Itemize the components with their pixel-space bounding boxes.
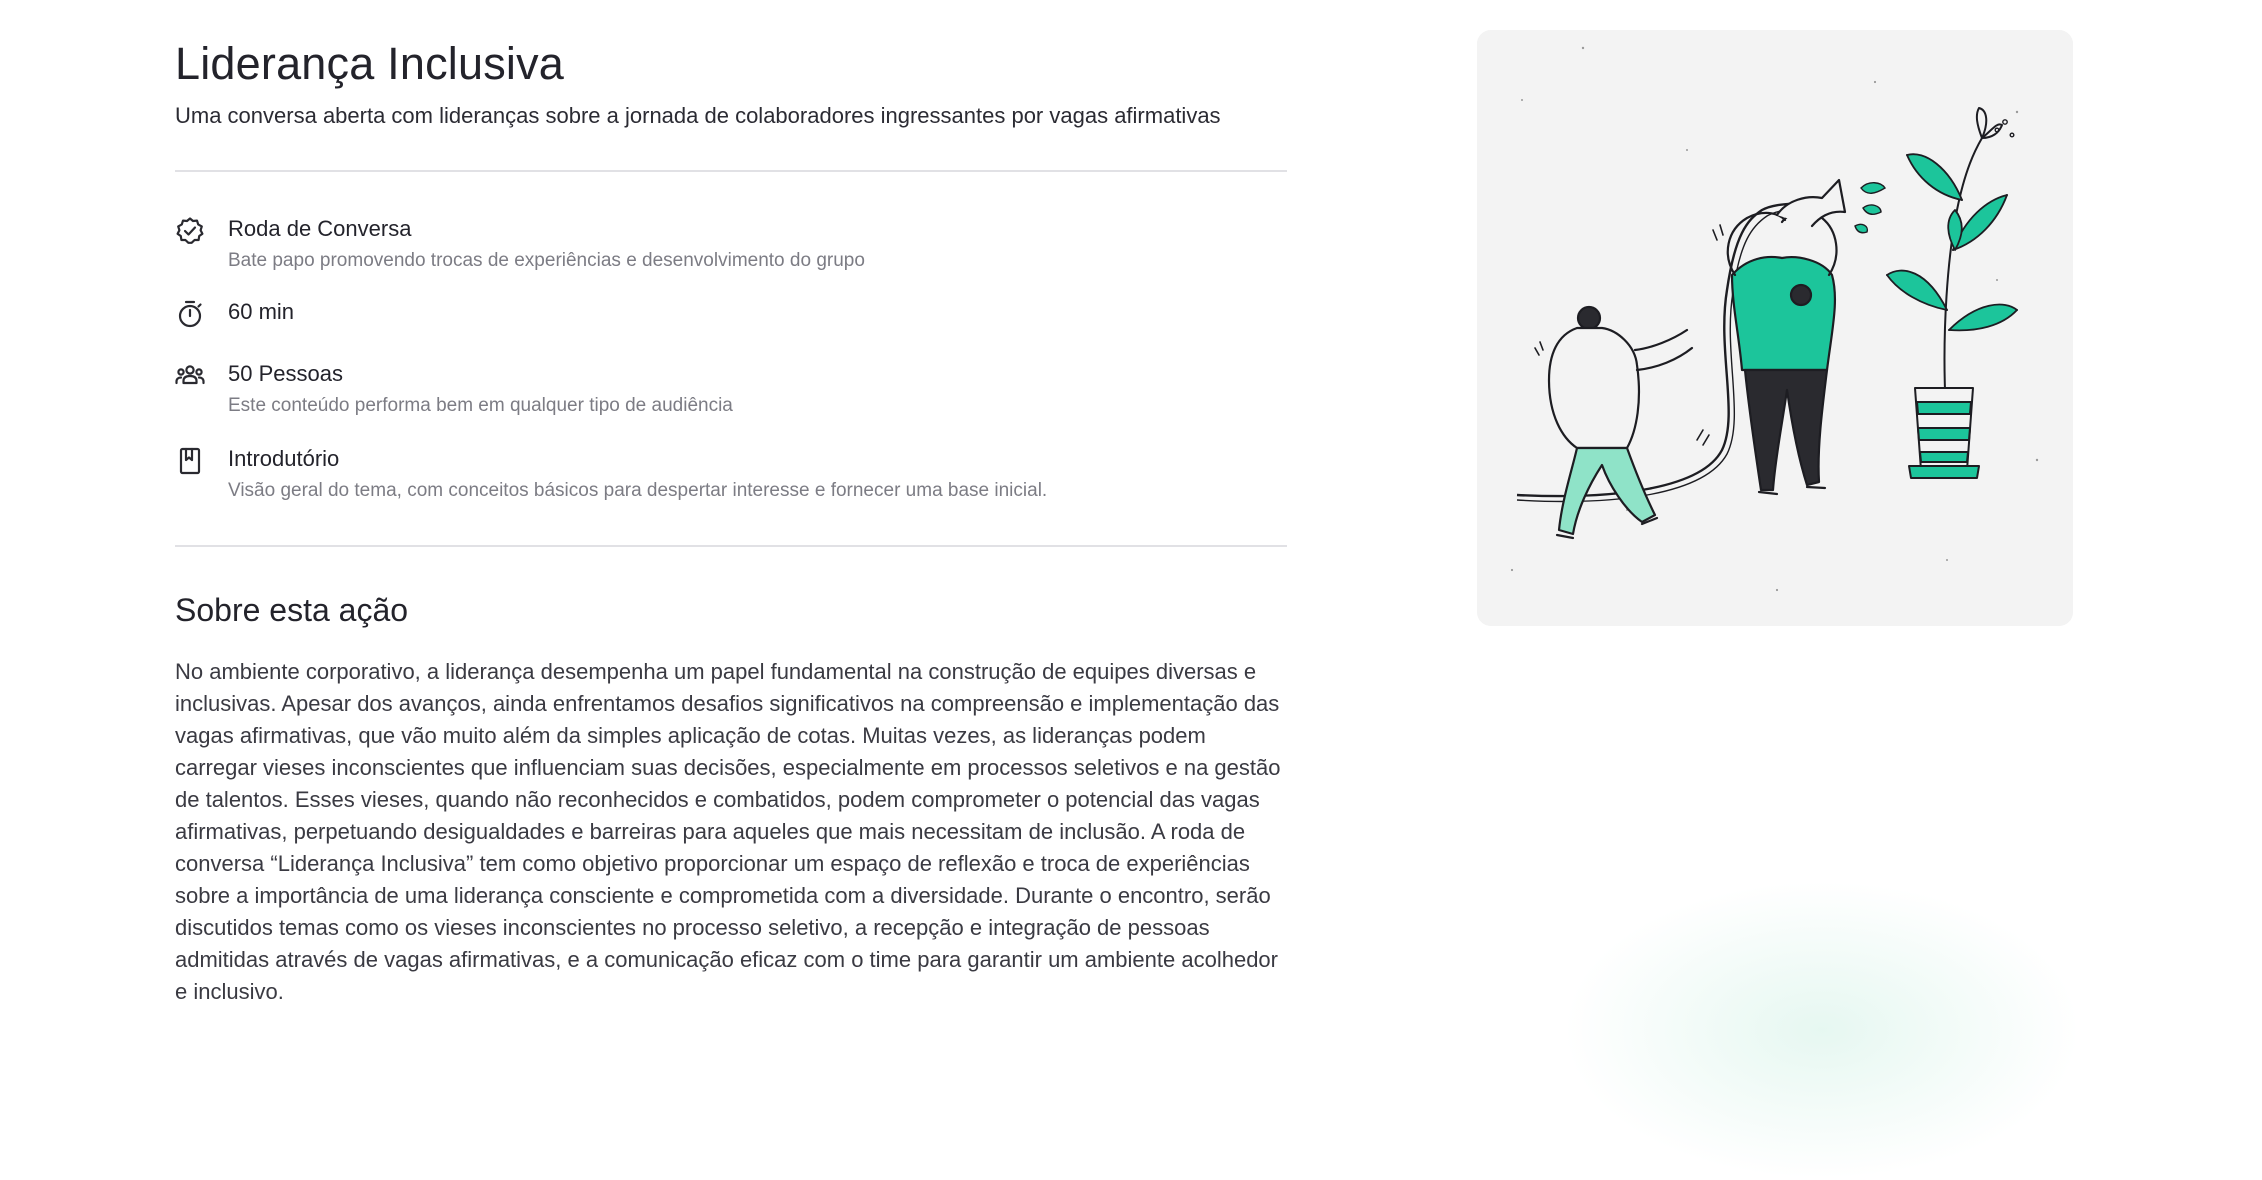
page-title: Liderança Inclusiva (175, 38, 565, 89)
stopwatch-icon (175, 299, 205, 329)
group-people-icon (175, 361, 205, 391)
action-detail (175, 0, 1287, 1030)
people-watering-plant-illustration (1477, 30, 2073, 626)
divider (175, 545, 1287, 547)
feature-level (175, 446, 1287, 503)
feature-title: 60 min (228, 299, 295, 324)
verified-badge-icon (175, 216, 205, 246)
feature-title: 50 Pessoas (228, 361, 343, 386)
feature-title: Introdutório (228, 446, 340, 471)
page-subtitle: Uma conversa aberta com lideranças sobre a jornada de colaboradores ingressantes por vagas afirmativas (175, 103, 1221, 128)
feature-duration (175, 299, 1287, 325)
book-bookmark-icon (175, 446, 205, 476)
feature-title: Roda de Conversa (228, 216, 412, 241)
feature-description: Este conteúdo performa bem em qualquer tipo de audiência (228, 395, 733, 416)
feature-list (175, 216, 1287, 503)
background-glow (1562, 880, 2082, 1180)
about-body: No ambiente corporativo, a liderança desempenha um papel fundamental na construção de equipes diversas e inclusivas. Apesar dos avanços, ainda enfrentamos desafios significativos na compreensão e implementação das vagas afirmativas, que vão muito além da simples aplicação de cotas. Muitas vezes, as lideranças podem carregar vieses inconscientes que influenciam suas decisões, especialmente em processos seletivos e na gestão de talentos. Esses vieses, quando não reconhecidos e combatidos, podem comprometer o potencial das vagas afirmativas, perpetuando desigualdades e barreiras para aqueles que mais necessitam de inclusão. A roda de conversa “Liderança Inclusiva” tem como objetivo proporcionar um espaço de reflexão e troca de experiências sobre a importância de uma liderança consciente e comprometida com a diversidade. Durante o encontro, serão discutidos temas como os vieses inconscientes no processo seletivo, a recepção e integração de pessoas admitidas através de vagas afirmativas, e a comunicação eficaz com o time para garantir um ambiente acolhedor e inclusivo. (175, 658, 1281, 1004)
about-heading: Sobre esta ação (175, 592, 409, 628)
feature-description: Bate papo promovendo trocas de experiências e desenvolvimento do grupo (228, 250, 865, 271)
feature-format (175, 216, 1287, 273)
feature-description: Visão geral do tema, com conceitos básicos para despertar interesse e fornecer uma base inicial. (228, 480, 1048, 501)
divider (175, 170, 1287, 172)
feature-audience (175, 361, 1287, 418)
